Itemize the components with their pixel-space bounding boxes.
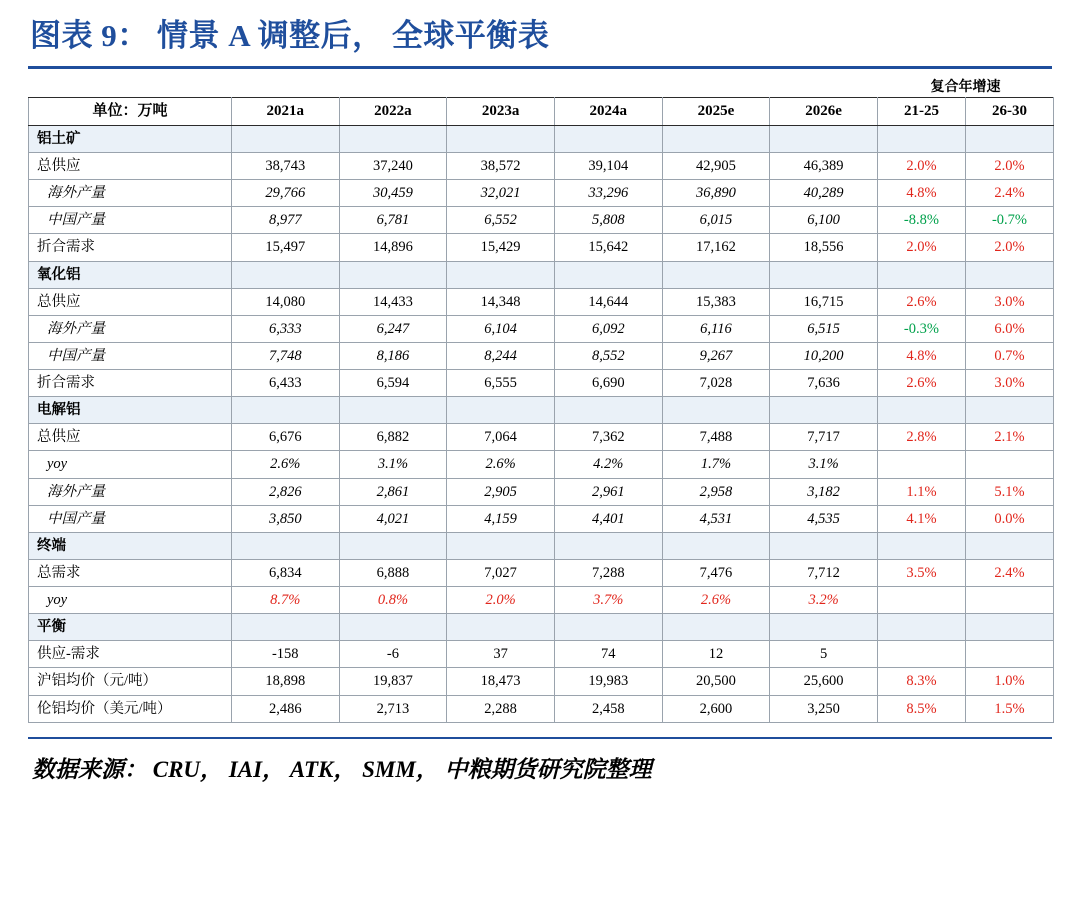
data-cell: 10,200 [770,342,878,369]
data-cell: 2.6% [662,587,770,614]
cagr-cell: 1.5% [965,695,1053,722]
data-cell: 15,429 [447,234,555,261]
spacer-cell [231,79,339,98]
data-cell: 46,389 [770,153,878,180]
column-header: 2025e [662,98,770,126]
table-row [29,695,1054,722]
cagr-cell [877,451,965,478]
data-cell: 8,244 [447,342,555,369]
section-blank-cell [447,261,555,288]
data-cell: 2.6% [447,451,555,478]
data-cell: 4,401 [554,505,662,532]
table-row [29,559,1054,586]
section-blank-cell [447,125,555,152]
cagr-cell: 8.3% [877,668,965,695]
section-blank-cell [770,614,878,641]
data-cell: 36,890 [662,180,770,207]
data-cell: 8,552 [554,342,662,369]
section-blank-cell [662,397,770,424]
data-cell: 7,064 [447,424,555,451]
data-cell: -158 [231,641,339,668]
table-header-row [29,98,1054,126]
data-cell: 74 [554,641,662,668]
table-row [29,342,1054,369]
row-label: 沪铝均价（元/吨） [29,668,232,695]
section-title: 铝土矿 [29,125,232,152]
cagr-cell: 2.0% [877,234,965,261]
data-cell: 4.2% [554,451,662,478]
row-label: 中国产量 [29,342,232,369]
data-cell: 18,556 [770,234,878,261]
spacer-cell [770,79,878,98]
section-blank-cell [231,614,339,641]
row-label: 总供应 [29,424,232,451]
data-cell: 15,497 [231,234,339,261]
cagr-cell: -0.3% [877,315,965,342]
data-cell: 1.7% [662,451,770,478]
row-label: 海外产量 [29,180,232,207]
table-row [29,180,1054,207]
row-label: yoy [29,451,232,478]
section-blank-cell [662,125,770,152]
data-cell: 6,015 [662,207,770,234]
row-label: 总供应 [29,288,232,315]
section-blank-cell [554,532,662,559]
section-blank-cell [770,532,878,559]
data-cell: 3,250 [770,695,878,722]
cagr-cell: 6.0% [965,315,1053,342]
data-cell: 15,383 [662,288,770,315]
section-header-row [29,125,1054,152]
row-label: 总供应 [29,153,232,180]
cagr-cell: 0.0% [965,505,1053,532]
cagr-header-label: 复合年增速 [930,79,1001,95]
data-cell: 7,362 [554,424,662,451]
row-label: 伦铝均价（美元/吨） [29,695,232,722]
section-blank-cell [447,614,555,641]
cagr-cell: 3.0% [965,370,1053,397]
table-row [29,153,1054,180]
data-cell: 7,476 [662,559,770,586]
cagr-cell: 2.1% [965,424,1053,451]
spacer-cell [447,79,555,98]
data-cell: 42,905 [662,153,770,180]
data-cell: 6,515 [770,315,878,342]
data-cell: 6,555 [447,370,555,397]
data-cell: 14,433 [339,288,447,315]
section-blank-cell [554,261,662,288]
section-header-row [29,261,1054,288]
data-cell: 2,288 [447,695,555,722]
cagr-cell: 8.5% [877,695,965,722]
data-cell: 6,888 [339,559,447,586]
spacer-cell [554,79,662,98]
data-cell: 8.7% [231,587,339,614]
row-label: 总需求 [29,559,232,586]
data-cell: 6,690 [554,370,662,397]
row-label: yoy [29,587,232,614]
title-divider [28,66,1052,69]
data-cell: 6,100 [770,207,878,234]
data-cell: 33,296 [554,180,662,207]
data-cell: 8,977 [231,207,339,234]
column-header: 21-25 [877,98,965,126]
data-cell: 7,717 [770,424,878,451]
data-source-note: 数据来源： CRU， IAI， ATK， SMM， 中粮期货研究院整理 [32,756,652,782]
section-blank-cell [965,261,1053,288]
section-blank-cell [339,614,447,641]
row-label: 海外产量 [29,478,232,505]
page-title: 图表 9： 情景 A 调整后， 全球平衡表 [30,18,550,53]
section-blank-cell [447,532,555,559]
row-label: 供应-需求 [29,641,232,668]
data-cell: 7,636 [770,370,878,397]
section-blank-cell [231,532,339,559]
cagr-cell: -0.7% [965,207,1053,234]
data-cell: 6,092 [554,315,662,342]
data-cell: 38,572 [447,153,555,180]
data-cell: 7,288 [554,559,662,586]
cagr-cell: 0.7% [965,342,1053,369]
table-cagr-header-row [29,79,1054,98]
spacer-cell [29,79,232,98]
data-cell: 14,080 [231,288,339,315]
data-cell: 6,882 [339,424,447,451]
data-cell: 2,905 [447,478,555,505]
data-cell: 2,486 [231,695,339,722]
data-cell: 6,781 [339,207,447,234]
column-header: 2026e [770,98,878,126]
data-cell: 6,104 [447,315,555,342]
data-cell: 8,186 [339,342,447,369]
data-cell: 2,600 [662,695,770,722]
table-row [29,370,1054,397]
data-cell: 6,676 [231,424,339,451]
section-blank-cell [877,125,965,152]
section-blank-cell [877,397,965,424]
cagr-cell [877,641,965,668]
section-header-row [29,532,1054,559]
data-cell: 2,861 [339,478,447,505]
data-cell: 6,247 [339,315,447,342]
data-cell: 39,104 [554,153,662,180]
section-blank-cell [877,532,965,559]
data-cell: 4,159 [447,505,555,532]
data-cell: 16,715 [770,288,878,315]
data-cell: 19,983 [554,668,662,695]
table-row [29,668,1054,695]
data-cell: 2.6% [231,451,339,478]
cagr-cell: 1.0% [965,668,1053,695]
table-row [29,288,1054,315]
data-cell: 9,267 [662,342,770,369]
data-cell: 15,642 [554,234,662,261]
data-cell: 3.7% [554,587,662,614]
section-blank-cell [877,614,965,641]
cagr-cell: 2.0% [965,234,1053,261]
column-header: 2023a [447,98,555,126]
section-blank-cell [231,397,339,424]
section-blank-cell [965,397,1053,424]
data-cell: 37 [447,641,555,668]
data-cell: 25,600 [770,668,878,695]
data-cell: 2,958 [662,478,770,505]
data-cell: 14,348 [447,288,555,315]
table-row [29,451,1054,478]
data-cell: 0.8% [339,587,447,614]
section-title: 电解铝 [29,397,232,424]
section-blank-cell [554,125,662,152]
section-blank-cell [339,532,447,559]
section-blank-cell [877,261,965,288]
section-blank-cell [447,397,555,424]
balance-table [28,79,1054,723]
data-cell: 2,826 [231,478,339,505]
cagr-cell: 1.1% [877,478,965,505]
row-label: 折合需求 [29,370,232,397]
spacer-cell [662,79,770,98]
section-blank-cell [965,614,1053,641]
data-cell: 18,898 [231,668,339,695]
cagr-cell [965,451,1053,478]
data-cell: 4,021 [339,505,447,532]
data-cell: 2,961 [554,478,662,505]
column-header-unit: 单位：万吨 [29,98,232,126]
section-title: 终端 [29,532,232,559]
cagr-cell: 2.0% [877,153,965,180]
table-row [29,505,1054,532]
cagr-cell: 2.0% [965,153,1053,180]
data-cell: 40,289 [770,180,878,207]
data-cell: 7,748 [231,342,339,369]
table-row [29,478,1054,505]
data-cell: 2.0% [447,587,555,614]
section-blank-cell [965,125,1053,152]
table-row [29,315,1054,342]
column-header: 2021a [231,98,339,126]
data-cell: 37,240 [339,153,447,180]
row-label: 海外产量 [29,315,232,342]
data-cell: 3.1% [770,451,878,478]
data-cell: 18,473 [447,668,555,695]
section-title: 氧化铝 [29,261,232,288]
section-blank-cell [662,261,770,288]
data-cell: 20,500 [662,668,770,695]
cagr-cell: 4.8% [877,342,965,369]
table-row [29,234,1054,261]
data-cell: 6,552 [447,207,555,234]
cagr-cell: 2.4% [965,559,1053,586]
data-cell: 5 [770,641,878,668]
column-header: 2022a [339,98,447,126]
cagr-cell: 2.4% [965,180,1053,207]
cagr-cell: -8.8% [877,207,965,234]
data-cell: 3.2% [770,587,878,614]
data-cell: 12 [662,641,770,668]
table-row [29,587,1054,614]
table-row [29,207,1054,234]
data-cell: 14,644 [554,288,662,315]
cagr-cell: 4.1% [877,505,965,532]
data-cell: 14,896 [339,234,447,261]
spacer-cell [339,79,447,98]
data-cell: 4,535 [770,505,878,532]
column-header: 26-30 [965,98,1053,126]
row-label: 折合需求 [29,234,232,261]
data-cell: 2,713 [339,695,447,722]
data-cell: 29,766 [231,180,339,207]
data-cell: 2,458 [554,695,662,722]
section-blank-cell [231,125,339,152]
data-cell: 7,027 [447,559,555,586]
section-blank-cell [965,532,1053,559]
data-cell: 6,116 [662,315,770,342]
section-blank-cell [231,261,339,288]
cagr-cell [965,587,1053,614]
data-cell: -6 [339,641,447,668]
cagr-cell: 2.8% [877,424,965,451]
section-blank-cell [662,614,770,641]
section-blank-cell [339,261,447,288]
data-cell: 3,182 [770,478,878,505]
section-blank-cell [339,125,447,152]
data-cell: 6,333 [231,315,339,342]
section-header-row [29,614,1054,641]
row-label: 中国产量 [29,505,232,532]
section-blank-cell [554,397,662,424]
data-cell: 30,459 [339,180,447,207]
section-blank-cell [770,261,878,288]
data-cell: 7,488 [662,424,770,451]
data-cell: 6,433 [231,370,339,397]
row-label: 中国产量 [29,207,232,234]
cagr-cell: 4.8% [877,180,965,207]
cagr-cell: 3.5% [877,559,965,586]
section-title: 平衡 [29,614,232,641]
cagr-cell [877,587,965,614]
data-cell: 6,594 [339,370,447,397]
data-cell: 3.1% [339,451,447,478]
data-cell: 3,850 [231,505,339,532]
section-blank-cell [554,614,662,641]
cagr-cell: 2.6% [877,370,965,397]
table-row [29,424,1054,451]
cagr-cell: 3.0% [965,288,1053,315]
cagr-cell: 2.6% [877,288,965,315]
table-row [29,641,1054,668]
data-cell: 38,743 [231,153,339,180]
section-header-row [29,397,1054,424]
cagr-cell: 5.1% [965,478,1053,505]
data-cell: 7,028 [662,370,770,397]
cagr-cell [965,641,1053,668]
data-cell: 19,837 [339,668,447,695]
data-cell: 5,808 [554,207,662,234]
data-cell: 7,712 [770,559,878,586]
section-blank-cell [770,397,878,424]
section-blank-cell [770,125,878,152]
column-header: 2024a [554,98,662,126]
section-blank-cell [339,397,447,424]
data-cell: 6,834 [231,559,339,586]
data-cell: 32,021 [447,180,555,207]
data-cell: 17,162 [662,234,770,261]
data-cell: 4,531 [662,505,770,532]
section-blank-cell [662,532,770,559]
